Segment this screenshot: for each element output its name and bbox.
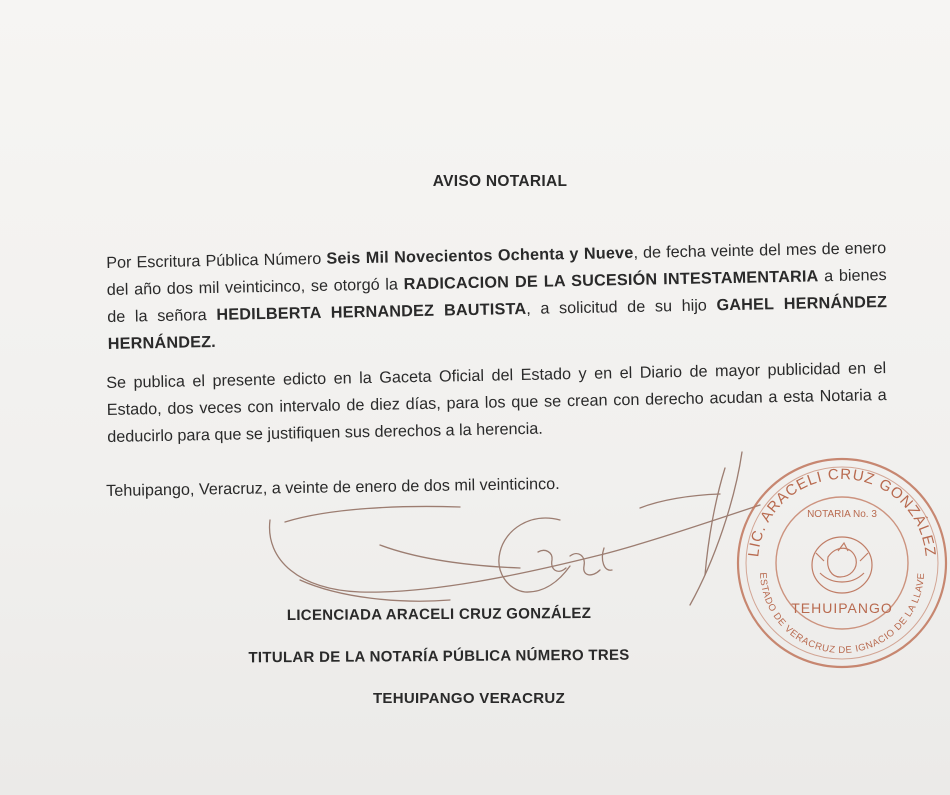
deceased-name: HEDILBERTA HERNANDEZ BAUTISTA [216, 299, 527, 324]
p1-text-4: , a solicitud de su hijo [526, 296, 717, 318]
seal-bottom-text: TEHUIPANGO [791, 600, 893, 616]
p1-text-2: , de fecha veinte del mes de enero del año dos mil veinticinco, se otorgó la [106, 239, 887, 299]
paragraph-publicacion: Se publica el presente edicto en la Gaceta Oficial del Estado y en el Diario de mayor publicidad en el Estado, dos veces con intervalo de diez días, para los que se crean con derecho acudan a esta Notaria a deducirlo para que se justifiquen sus derechos a la herencia. [106, 359, 887, 446]
notary-seal [738, 459, 946, 667]
p1-text-3: a bienes de la señora [107, 266, 887, 326]
seal-outer-text: LIC. ARACELI CRUZ GONZÁLEZ [745, 465, 939, 558]
paragraph-fecha-lugar: Tehuipango, Veracruz, a veinte de enero de dos mil veinticinco. [106, 474, 560, 500]
eagle-emblem-icon [812, 537, 872, 593]
radicacion-title: RADICACION DE LA SUCESIÓN INTESTAMENTARIA [403, 267, 819, 294]
signer-location: TEHUIPANGO VERACRUZ [372, 690, 566, 707]
seal-rim-text: ESTADO DE VERACRUZ DE IGNACIO DE LA LLAVE [756, 572, 928, 656]
escritura-number: Seis Mil Novecientos Ochenta y Nueve [326, 243, 634, 268]
signer-name: LICENCIADA ARACELI CRUZ GONZÁLEZ [286, 604, 592, 625]
handwritten-signature [270, 452, 760, 605]
p1-text-1: Por Escritura Pública Número [106, 249, 327, 272]
document-title: AVISO NOTARIAL [432, 173, 568, 190]
seal-notaria-text: NOTARIA No. 3 [807, 509, 877, 520]
signer-position: TITULAR DE LA NOTARÍA PÚBLICA NÚMERO TRES [248, 646, 630, 667]
applicant-name: GAHEL HERNÁNDEZ HERNÁNDEZ. [107, 293, 888, 353]
